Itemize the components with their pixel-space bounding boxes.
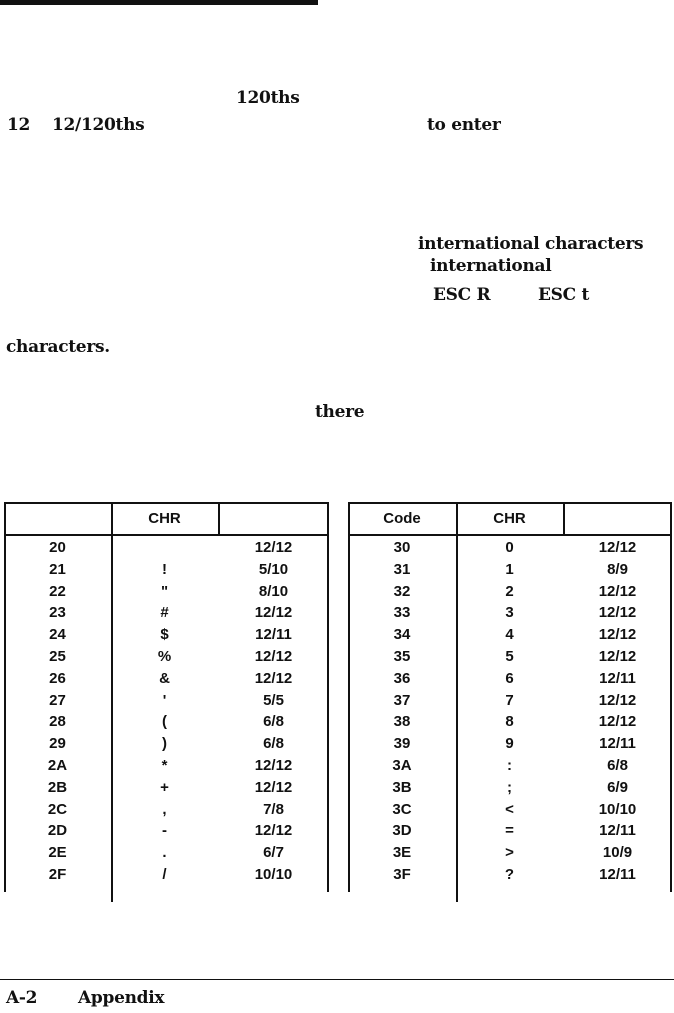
cell-width: 7/8 [263,800,284,818]
table-row [348,648,672,666]
cell-chr: 8 [505,713,514,731]
table-row [4,692,329,710]
text-fragment-esc-r: ESC R [433,285,491,305]
cell-width: 12/12 [598,604,637,622]
cell-chr: 4 [505,626,514,644]
cell-code: 33 [393,604,411,622]
cell-width: 6/7 [263,844,284,862]
header-rule [0,0,318,5]
cell-chr: : [507,757,512,774]
table-row [4,561,329,579]
table-header-divider [4,534,329,536]
cell-code: 38 [393,713,411,731]
table-row [4,801,329,819]
cell-width: 12/11 [599,822,636,840]
cell-width: 12/12 [598,582,637,600]
cell-width: 12/12 [254,539,293,556]
cell-width: 12/11 [599,735,636,753]
table-row [4,866,329,884]
table-header-divider-vertical [218,502,220,534]
cell-width: 6/8 [263,713,284,731]
cell-chr: 5 [505,648,514,665]
cell-chr: = [505,822,514,840]
cell-width: 12/11 [599,669,636,687]
cell-chr: ) [162,735,167,753]
cell-width: 8/10 [258,582,289,600]
text-fragment-12: 12 [7,115,31,135]
cell-code: 3A [392,757,412,774]
cell-chr: 7 [505,691,514,709]
cell-width: 12/12 [254,604,293,622]
cell-chr: < [505,800,514,818]
table-row [348,583,672,601]
text-fragment-characters: characters. [6,337,110,357]
cell-width: 6/9 [607,778,628,796]
table-row [4,626,329,644]
cell-chr: 2 [505,582,514,600]
table-row [348,626,672,644]
cell-code: 27 [49,691,66,709]
table-row [4,713,329,731]
cell-chr: + [160,778,169,796]
table-row [348,735,672,753]
cell-width: 12/12 [598,626,637,644]
table-row [4,757,329,775]
text-fragment-international-characters: international characters [418,234,644,254]
cell-chr: - [162,822,167,840]
cell-code: 31 [393,560,411,578]
cell-code: 2A [47,757,68,774]
cell-code: 2E [48,844,67,862]
table-row [4,735,329,753]
cell-chr: $ [160,626,169,644]
text-fragment-120ths: 120ths [236,88,300,108]
table-row [348,604,672,622]
page-number: A-2 [6,988,38,1008]
cell-code: 26 [49,669,66,687]
cell-width: 10/10 [598,800,637,818]
table-row [4,779,329,797]
cell-code: 29 [49,735,66,753]
cell-chr: ; [507,778,512,796]
table-row [348,866,672,884]
table-row [348,779,672,797]
header-chr: CHR [148,510,181,527]
cell-chr: , [162,800,167,818]
table-row [4,583,329,601]
header-code: Code [383,510,421,527]
text-fragment-international: international [430,256,552,276]
cell-width: 12/12 [598,713,637,731]
cell-code: 25 [49,648,66,665]
header-chr: CHR [493,510,526,527]
table-header-divider [348,534,672,536]
cell-chr: ( [162,713,167,731]
text-fragment-esc-t: ESC t [538,285,590,305]
cell-width: 12/11 [255,626,292,644]
cell-chr: ' [162,691,167,709]
table-row [348,713,672,731]
cell-chr: * [161,757,168,774]
cell-chr: 6 [505,669,514,687]
table-header-divider-vertical [563,502,565,534]
cell-chr: . [162,844,167,862]
cell-width: 12/12 [254,822,293,840]
cell-code: 3E [392,844,412,862]
cell-chr: # [160,604,169,622]
cell-code: 30 [393,539,411,556]
cell-chr: ? [504,866,515,883]
table-row [348,670,672,688]
table-row [4,822,329,840]
text-fragment-to-enter: to enter [427,115,501,135]
cell-chr: / [162,866,167,883]
table-row [348,561,672,579]
table-row [4,648,329,666]
cell-code: 39 [393,735,411,753]
cell-width: 12/12 [598,648,637,665]
cell-chr: 0 [505,539,514,556]
cell-code: 34 [393,626,411,644]
cell-width: 5/5 [263,691,284,709]
cell-code: 3C [392,800,412,818]
cell-width: 12/12 [598,691,637,709]
table-row [4,844,329,862]
cell-width: 6/8 [607,757,628,774]
character-table-right [348,502,672,902]
cell-code: 24 [49,626,66,644]
cell-width: 12/12 [254,648,293,665]
cell-code: 2B [47,778,68,796]
cell-code: 28 [49,713,66,731]
cell-chr: 1 [505,560,514,578]
cell-chr: % [157,648,172,665]
cell-code: 22 [49,582,66,600]
cell-width: 10/10 [254,866,293,883]
cell-code: 2C [47,800,68,818]
cell-chr: ! [162,560,167,578]
cell-width: 12/12 [598,539,637,556]
cell-code: 3D [392,822,412,840]
cell-width: 5/10 [258,560,289,578]
cell-code: 32 [393,582,411,600]
table-row [348,822,672,840]
cell-code: 21 [49,560,66,578]
footer-rule [0,979,674,980]
table-row [348,539,672,557]
cell-width: 12/12 [254,669,293,687]
cell-code: 36 [393,669,411,687]
table-row [348,844,672,862]
table-row [4,604,329,622]
cell-width: 12/11 [599,866,636,883]
cell-code: 35 [393,648,411,665]
text-fragment-12-120ths: 12/120ths [52,115,145,135]
table-row [4,670,329,688]
character-table-left [4,502,329,902]
cell-code: 2D [47,822,68,840]
table-row [348,692,672,710]
cell-chr: & [159,669,170,687]
cell-chr: > [505,844,514,862]
table-row [348,801,672,819]
cell-code: 3F [393,866,411,883]
cell-code: 37 [393,691,411,709]
cell-code: 20 [49,539,66,556]
cell-chr: " [160,582,169,600]
table-row [348,757,672,775]
cell-width: 12/12 [254,778,293,796]
cell-code: 3B [392,778,412,796]
cell-width: 8/9 [607,560,628,578]
cell-code: 2F [48,866,67,883]
section-title: Appendix [78,988,165,1008]
cell-width: 12/12 [254,757,293,774]
text-fragment-there: there [315,402,365,422]
cell-code: 23 [49,604,66,622]
cell-width: 10/9 [602,844,633,862]
cell-width: 6/8 [263,735,284,753]
cell-chr: 9 [505,735,514,753]
table-row [4,539,329,557]
cell-chr: 3 [505,604,514,622]
